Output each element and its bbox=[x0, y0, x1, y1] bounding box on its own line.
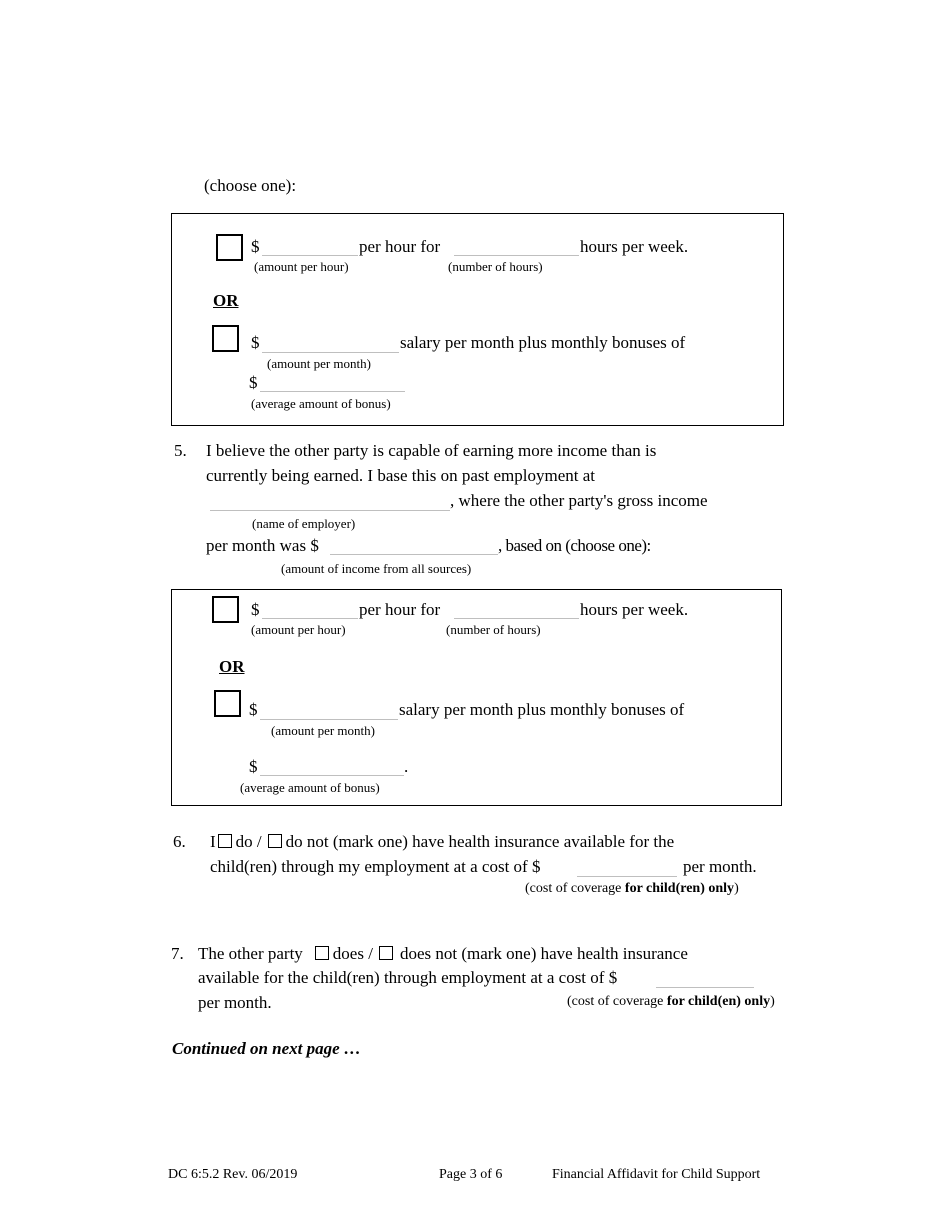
item-7-caption-prefix: (cost of coverage bbox=[567, 994, 667, 1009]
coverage-cost-field-6[interactable] bbox=[577, 876, 677, 877]
does-not-checkbox[interactable] bbox=[379, 946, 393, 960]
income-options-box-a bbox=[171, 213, 784, 426]
amount-per-hour-caption-b: (amount per hour) bbox=[251, 622, 346, 637]
bonus-dollar-sign-b: $ bbox=[249, 757, 258, 776]
number-of-hours-caption-b: (number of hours) bbox=[446, 622, 541, 637]
item-6-caption-prefix: (cost of coverage bbox=[525, 881, 625, 896]
or-label-b: OR bbox=[219, 657, 245, 676]
income-caption: (amount of income from all sources) bbox=[281, 561, 472, 576]
salary-label-b: salary per month plus monthly bonuses of bbox=[399, 700, 685, 719]
income-amount-field[interactable] bbox=[330, 554, 498, 555]
item-6-caption-bold: for child(ren) only bbox=[624, 881, 735, 896]
item-7-line-3: per month. bbox=[198, 993, 272, 1012]
item-7-caption-bold: for child(en) only bbox=[666, 994, 771, 1009]
per-month-was-label: per month was $ bbox=[206, 536, 319, 555]
salary-checkbox-a[interactable] bbox=[212, 325, 239, 352]
bonus-period: . bbox=[404, 757, 409, 776]
amount-per-month-caption: (amount per month) bbox=[267, 356, 371, 371]
footer-form-title: Financial Affidavit for Child Support bbox=[552, 1167, 761, 1182]
employer-caption: (name of employer) bbox=[252, 516, 356, 531]
item-6-i-label: I bbox=[210, 832, 216, 851]
choose-one-label: (choose one): bbox=[204, 176, 297, 195]
item-6-do-not-label: do not (mark one) have health insurance available for the bbox=[285, 832, 675, 851]
amount-per-hour-caption: (amount per hour) bbox=[254, 259, 349, 274]
salary-dollar-sign: $ bbox=[251, 333, 260, 352]
do-not-checkbox[interactable] bbox=[268, 834, 282, 848]
hourly-checkbox-a[interactable] bbox=[216, 234, 243, 261]
item-7-does-not-label: does not (mark one) have health insurance bbox=[399, 944, 688, 963]
item-7-number: 7. bbox=[171, 944, 184, 963]
item-7-does-label: does / bbox=[332, 944, 373, 963]
item-6-cost-caption bbox=[525, 881, 739, 897]
continued-note: Continued on next page … bbox=[172, 1039, 361, 1058]
item-5-line-2: currently being earned. I base this on past employment at bbox=[206, 466, 595, 485]
item-5-where-text: , where the other party's gross income bbox=[450, 491, 708, 510]
amount-per-month-field-b[interactable] bbox=[260, 719, 398, 720]
hourly-dollar-sign: $ bbox=[251, 237, 260, 256]
item-5-number: 5. bbox=[174, 441, 187, 460]
salary-checkbox-b[interactable] bbox=[214, 690, 241, 717]
hourly-dollar-sign-b: $ bbox=[251, 600, 260, 619]
or-label: OR bbox=[213, 291, 239, 310]
coverage-cost-field-7[interactable] bbox=[656, 987, 754, 988]
bonus-caption-b: (average amount of bonus) bbox=[240, 780, 380, 795]
bonus-field-a[interactable] bbox=[260, 391, 405, 392]
number-of-hours-caption: (number of hours) bbox=[448, 259, 543, 274]
bonus-caption: (average amount of bonus) bbox=[251, 396, 391, 411]
footer-form-id: DC 6:5.2 Rev. 06/2019 bbox=[168, 1167, 298, 1182]
item-7-line-2: available for the child(ren) through employment at a cost of $ bbox=[198, 968, 618, 987]
amount-per-month-caption-b: (amount per month) bbox=[271, 723, 375, 738]
bonus-dollar-sign: $ bbox=[249, 373, 258, 392]
item-6-do-label: do / bbox=[235, 832, 262, 851]
amount-per-hour-field-a[interactable] bbox=[262, 255, 358, 256]
hourly-checkbox-b[interactable] bbox=[212, 596, 239, 623]
do-checkbox[interactable] bbox=[218, 834, 232, 848]
item-6-line-2: child(ren) through my employment at a cost of $ bbox=[210, 857, 541, 876]
based-on-label: , based on (choose one): bbox=[498, 536, 651, 555]
hours-per-week-label: hours per week. bbox=[580, 237, 689, 256]
item-7-cost-caption bbox=[567, 994, 775, 1010]
amount-per-hour-field-b[interactable] bbox=[262, 618, 358, 619]
item-7-other-party: The other party bbox=[198, 944, 303, 963]
per-hour-for-label: per hour for bbox=[359, 237, 441, 256]
item-6-number: 6. bbox=[173, 832, 186, 851]
salary-label: salary per month plus monthly bonuses of bbox=[400, 333, 686, 352]
footer-page-number: Page 3 of 6 bbox=[439, 1167, 503, 1182]
item-6-per-month: per month. bbox=[683, 857, 757, 876]
item-6-caption-suffix: ) bbox=[734, 881, 739, 896]
amount-per-month-field-a[interactable] bbox=[262, 352, 399, 353]
number-of-hours-field-a[interactable] bbox=[454, 255, 579, 256]
employer-name-field[interactable] bbox=[210, 510, 450, 511]
bonus-field-b[interactable] bbox=[260, 775, 404, 776]
item-5-line-1: I believe the other party is capable of earning more income than is bbox=[206, 441, 657, 460]
item-7-caption-suffix: ) bbox=[770, 994, 775, 1009]
number-of-hours-field-b[interactable] bbox=[454, 618, 579, 619]
item-6-line-1 bbox=[210, 832, 674, 852]
per-hour-for-label-b: per hour for bbox=[359, 600, 441, 619]
does-checkbox[interactable] bbox=[315, 946, 329, 960]
hours-per-week-label-b: hours per week. bbox=[580, 600, 689, 619]
salary-dollar-sign-b: $ bbox=[249, 700, 258, 719]
item-7-line-1 bbox=[198, 944, 688, 964]
